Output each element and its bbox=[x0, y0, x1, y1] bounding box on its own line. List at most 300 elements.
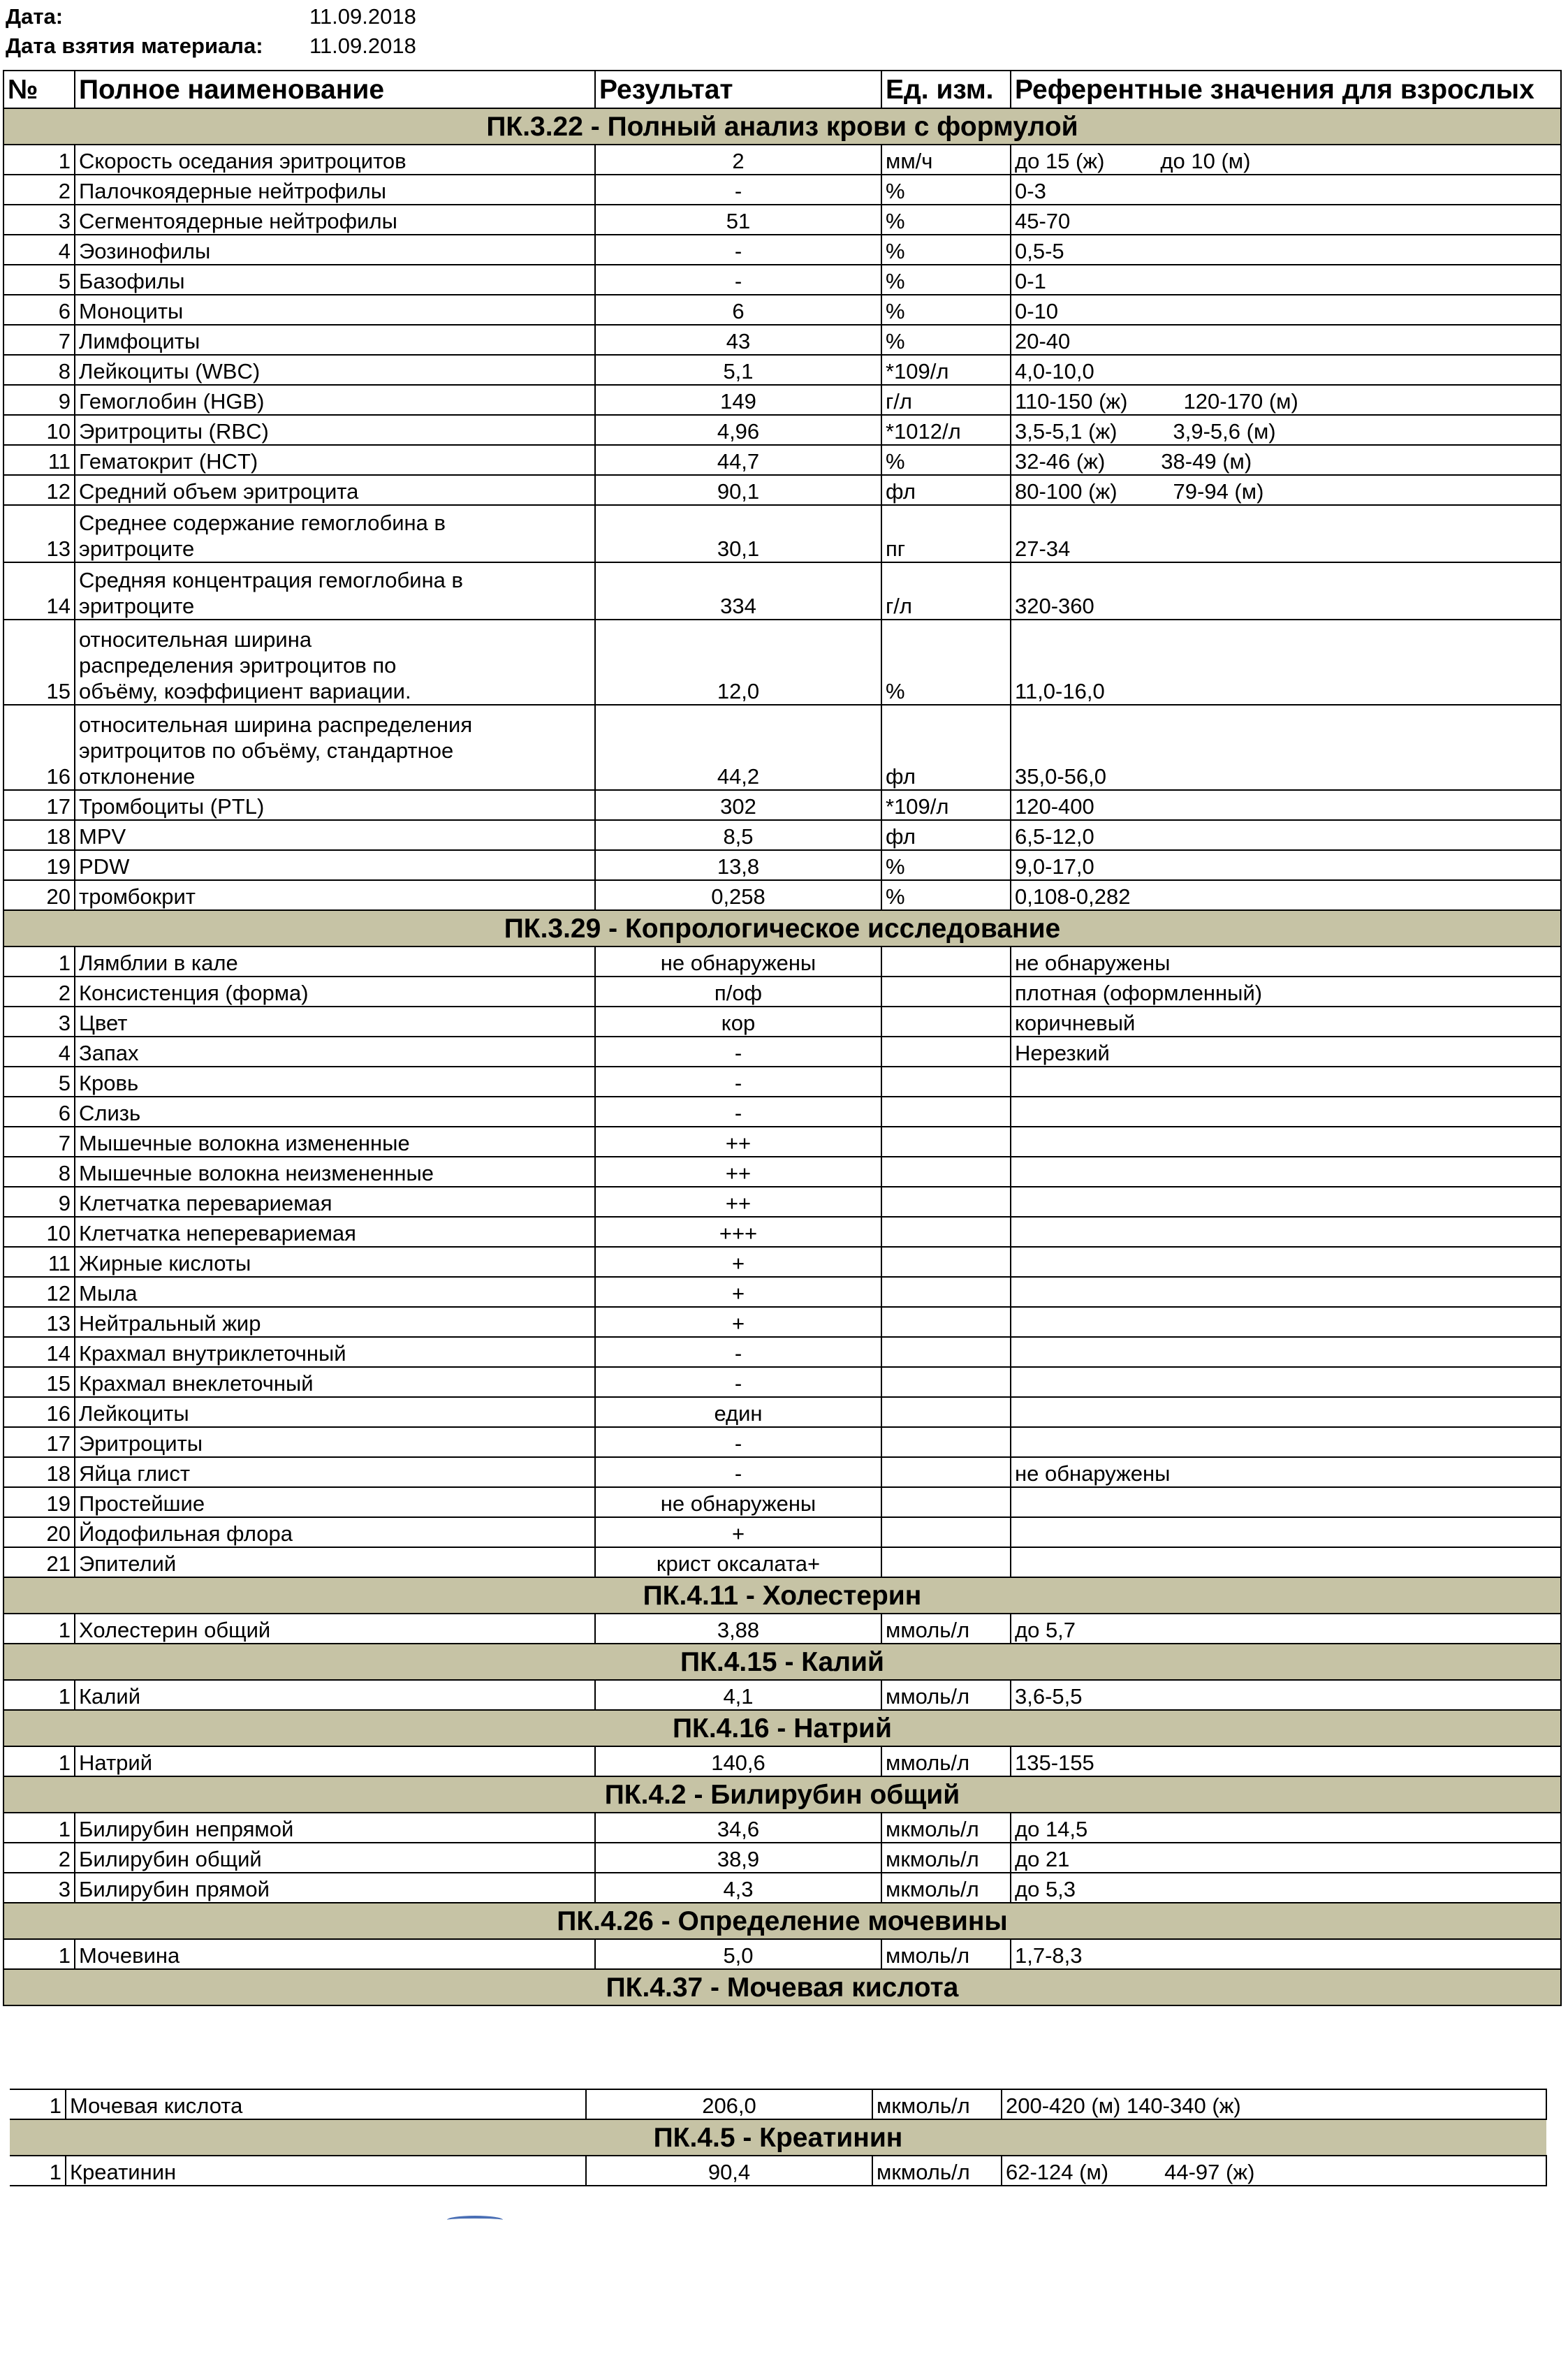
reference-range bbox=[1011, 1487, 1561, 1517]
reference-range bbox=[1002, 2156, 1546, 2186]
test-result: 44,7 bbox=[595, 445, 881, 475]
row-number: 12 bbox=[3, 1277, 75, 1307]
section-title: ПК.4.37 - Мочевая кислота bbox=[3, 1969, 1561, 2005]
reference-range bbox=[1011, 205, 1561, 235]
table-row bbox=[3, 415, 1561, 445]
reference-range bbox=[1011, 1367, 1561, 1397]
reference-range bbox=[1011, 1307, 1561, 1337]
section-title: ПК.4.16 - Натрий bbox=[3, 1710, 1561, 1746]
test-unit: ммоль/л bbox=[881, 1746, 1011, 1776]
test-name bbox=[75, 1337, 595, 1367]
section-header bbox=[3, 1644, 1561, 1680]
reference-value: не обнаружены bbox=[1015, 951, 1171, 975]
reference-range bbox=[1011, 562, 1561, 620]
test-name bbox=[75, 1517, 595, 1547]
pen-mark bbox=[447, 2216, 503, 2224]
test-unit bbox=[881, 1007, 1011, 1037]
reference-range bbox=[1011, 1457, 1561, 1487]
reference-value: 0,5-5 bbox=[1015, 239, 1064, 263]
reference-range bbox=[1011, 946, 1561, 977]
row-number: 9 bbox=[3, 1187, 75, 1217]
test-result: 13,8 bbox=[595, 850, 881, 880]
row-number: 17 bbox=[3, 790, 75, 820]
section-title: ПК.3.22 - Полный анализ крови с формулой bbox=[3, 108, 1561, 145]
test-name bbox=[75, 1067, 595, 1097]
test-name bbox=[75, 505, 595, 562]
test-result: 140,6 bbox=[595, 1746, 881, 1776]
row-number: 2 bbox=[3, 977, 75, 1007]
test-result: +++ bbox=[595, 1217, 881, 1247]
section-header bbox=[3, 1577, 1561, 1614]
reference-value: 45-70 bbox=[1015, 209, 1071, 233]
section-title: ПК.3.29 - Копрологическое исследование bbox=[3, 910, 1561, 946]
reference-range bbox=[1011, 1217, 1561, 1247]
row-number: 15 bbox=[3, 1367, 75, 1397]
reference-range bbox=[1011, 1187, 1561, 1217]
test-name-text: Мыла bbox=[79, 1281, 138, 1306]
reference-range bbox=[1011, 1037, 1561, 1067]
reference-range bbox=[1011, 325, 1561, 355]
reference-range bbox=[1011, 1680, 1561, 1710]
reference-range bbox=[1011, 1007, 1561, 1037]
test-name bbox=[75, 1127, 595, 1157]
table-row bbox=[3, 790, 1561, 820]
row-number: 10 bbox=[3, 415, 75, 445]
reference-value: до 21 bbox=[1015, 1847, 1070, 1871]
test-result: 43 bbox=[595, 325, 881, 355]
test-unit: % bbox=[881, 295, 1011, 325]
test-result: ++ bbox=[595, 1127, 881, 1157]
test-unit: *109/л bbox=[881, 355, 1011, 385]
test-name-text: Лейкоциты (WBC) bbox=[79, 359, 261, 383]
table-row bbox=[3, 1217, 1561, 1247]
table-row bbox=[10, 2156, 1546, 2186]
section-title: ПК.4.5 - Креатинин bbox=[10, 2119, 1546, 2156]
reference-value: 120-400 bbox=[1015, 794, 1094, 819]
row-number: 1 bbox=[3, 1614, 75, 1644]
row-number: 7 bbox=[3, 325, 75, 355]
reference-value: 135-155 bbox=[1015, 1750, 1094, 1775]
test-unit: % bbox=[881, 325, 1011, 355]
table-row bbox=[3, 1337, 1561, 1367]
row-number: 18 bbox=[3, 820, 75, 850]
row-number: 12 bbox=[3, 475, 75, 505]
test-name bbox=[75, 475, 595, 505]
test-unit: % bbox=[881, 880, 1011, 910]
table-row bbox=[3, 355, 1561, 385]
reference-range bbox=[1011, 1813, 1561, 1843]
test-name-text: Средняя концентрация гемоглобина в эритроците bbox=[79, 568, 464, 618]
table-row bbox=[3, 1680, 1561, 1710]
table-row bbox=[3, 445, 1561, 475]
table-row bbox=[3, 205, 1561, 235]
test-name-text: Эритроциты bbox=[79, 1431, 203, 1456]
test-result: 0,258 bbox=[595, 880, 881, 910]
test-name bbox=[75, 1939, 595, 1969]
test-unit: % bbox=[881, 265, 1011, 295]
table-row bbox=[3, 1067, 1561, 1097]
row-number: 20 bbox=[3, 1517, 75, 1547]
test-unit bbox=[881, 1397, 1011, 1427]
test-name-text: Эритроциты (RBC) bbox=[79, 419, 269, 444]
reference-value-secondary: 79-94 (м) bbox=[1173, 479, 1264, 504]
row-number: 1 bbox=[10, 2156, 66, 2186]
col-name-header: Полное наименование bbox=[75, 71, 595, 108]
test-result: - bbox=[595, 1067, 881, 1097]
test-unit bbox=[881, 1457, 1011, 1487]
reference-value: 1,7-8,3 bbox=[1015, 1943, 1083, 1968]
test-result: + bbox=[595, 1247, 881, 1277]
reference-value: 3,5-5,1 (ж) bbox=[1015, 419, 1118, 444]
reference-value: коричневый bbox=[1015, 1011, 1136, 1035]
test-unit: фл bbox=[881, 475, 1011, 505]
test-name bbox=[75, 1277, 595, 1307]
test-result: 334 bbox=[595, 562, 881, 620]
row-number: 3 bbox=[3, 205, 75, 235]
test-name bbox=[75, 1367, 595, 1397]
test-result: + bbox=[595, 1517, 881, 1547]
reference-value: 6,5-12,0 bbox=[1015, 824, 1094, 849]
reference-range bbox=[1011, 145, 1561, 175]
test-name bbox=[75, 880, 595, 910]
test-name bbox=[75, 620, 595, 705]
test-unit bbox=[881, 946, 1011, 977]
table-row bbox=[3, 235, 1561, 265]
test-result: 149 bbox=[595, 385, 881, 415]
row-number: 1 bbox=[3, 1939, 75, 1969]
table-row bbox=[3, 1037, 1561, 1067]
row-number: 1 bbox=[3, 1813, 75, 1843]
row-number: 14 bbox=[3, 1337, 75, 1367]
row-number: 5 bbox=[3, 265, 75, 295]
test-result: 30,1 bbox=[595, 505, 881, 562]
reference-range bbox=[1011, 1277, 1561, 1307]
reference-value: Нерезкий bbox=[1015, 1041, 1110, 1065]
table-row bbox=[3, 1367, 1561, 1397]
reference-value: 80-100 (ж) bbox=[1015, 479, 1118, 504]
row-number: 1 bbox=[3, 145, 75, 175]
reference-range bbox=[1011, 235, 1561, 265]
test-name bbox=[75, 1487, 595, 1517]
row-number: 4 bbox=[3, 1037, 75, 1067]
test-name-text: Калий bbox=[79, 1684, 141, 1709]
test-unit bbox=[881, 1517, 1011, 1547]
reference-range bbox=[1011, 1843, 1561, 1873]
test-name-text: тромбокрит bbox=[79, 884, 196, 909]
test-name bbox=[75, 562, 595, 620]
test-result: - bbox=[595, 1037, 881, 1067]
row-number: 10 bbox=[3, 1217, 75, 1247]
reference-value: 3,6-5,5 bbox=[1015, 1684, 1083, 1709]
test-result: 4,96 bbox=[595, 415, 881, 445]
reference-range bbox=[1011, 265, 1561, 295]
test-result: ++ bbox=[595, 1187, 881, 1217]
test-result: 34,6 bbox=[595, 1813, 881, 1843]
reference-range bbox=[1011, 790, 1561, 820]
row-number: 1 bbox=[10, 2089, 66, 2119]
table-row bbox=[3, 1517, 1561, 1547]
test-result: - bbox=[595, 175, 881, 205]
table-row bbox=[3, 1187, 1561, 1217]
test-result: един bbox=[595, 1397, 881, 1427]
test-result: 6 bbox=[595, 295, 881, 325]
test-result: 44,2 bbox=[595, 705, 881, 790]
test-name bbox=[75, 145, 595, 175]
section-header bbox=[3, 1776, 1561, 1813]
row-number: 8 bbox=[3, 355, 75, 385]
test-name bbox=[75, 175, 595, 205]
table-row bbox=[3, 325, 1561, 355]
reference-value: 62-124 (м) bbox=[1006, 2160, 1109, 2184]
reference-value: до 5,3 bbox=[1015, 1877, 1076, 1901]
test-result: 3,88 bbox=[595, 1614, 881, 1644]
table-row bbox=[3, 1157, 1561, 1187]
test-result: не обнаружены bbox=[595, 946, 881, 977]
table-row bbox=[3, 620, 1561, 705]
reference-value: 200-420 (м) 140-340 (ж) bbox=[1006, 2093, 1241, 2118]
table-row bbox=[3, 977, 1561, 1007]
row-number: 17 bbox=[3, 1427, 75, 1457]
test-name-text: Запах bbox=[79, 1041, 139, 1065]
table-row bbox=[3, 1397, 1561, 1427]
section-header bbox=[10, 2119, 1546, 2156]
table-row bbox=[3, 1247, 1561, 1277]
reference-value: 0-3 bbox=[1015, 179, 1046, 203]
test-name-text: Билирубин непрямой bbox=[79, 1817, 294, 1841]
test-name-text: Гемоглобин (HGB) bbox=[79, 389, 265, 414]
sample-date-label: Дата взятия материала: bbox=[6, 34, 263, 58]
test-unit: мм/ч bbox=[881, 145, 1011, 175]
reference-range bbox=[1011, 355, 1561, 385]
test-unit: % bbox=[881, 620, 1011, 705]
reference-range bbox=[1002, 2089, 1546, 2119]
reference-range bbox=[1011, 1873, 1561, 1903]
test-name-text: Билирубин общий bbox=[79, 1847, 262, 1871]
test-name-text: Мышечные волокна неизмененные bbox=[79, 1161, 434, 1185]
reference-range bbox=[1011, 1746, 1561, 1776]
test-name-text: относительная ширина распределения эритроцитов по объёму, коэффициент вариации. bbox=[79, 627, 411, 703]
test-name bbox=[75, 1157, 595, 1187]
row-number: 16 bbox=[3, 705, 75, 790]
test-result: + bbox=[595, 1277, 881, 1307]
test-result: 51 bbox=[595, 205, 881, 235]
test-name-text: Мышечные волокна измененные bbox=[79, 1131, 410, 1155]
reference-value: 32-46 (ж) bbox=[1015, 449, 1106, 474]
section-header bbox=[3, 1903, 1561, 1939]
col-result-header: Результат bbox=[595, 71, 881, 108]
test-name-text: Кровь bbox=[79, 1071, 139, 1095]
test-unit: г/л bbox=[881, 562, 1011, 620]
test-name bbox=[75, 1547, 595, 1577]
test-name bbox=[66, 2089, 586, 2119]
reference-value: 0,108-0,282 bbox=[1015, 884, 1131, 909]
reference-range bbox=[1011, 475, 1561, 505]
test-name bbox=[75, 1397, 595, 1427]
reference-value: до 14,5 bbox=[1015, 1817, 1088, 1841]
test-name-text: Эпителий bbox=[79, 1551, 177, 1576]
row-number: 18 bbox=[3, 1457, 75, 1487]
test-name bbox=[75, 1307, 595, 1337]
table-row bbox=[3, 1487, 1561, 1517]
test-name bbox=[75, 235, 595, 265]
test-unit bbox=[881, 1217, 1011, 1247]
date-label: Дата: bbox=[6, 4, 64, 29]
section-title: ПК.4.11 - Холестерин bbox=[3, 1577, 1561, 1614]
table-row bbox=[3, 1307, 1561, 1337]
test-unit bbox=[881, 1037, 1011, 1067]
test-unit bbox=[881, 1247, 1011, 1277]
test-name bbox=[75, 265, 595, 295]
test-result: 2 bbox=[595, 145, 881, 175]
test-unit bbox=[881, 1187, 1011, 1217]
table-row bbox=[3, 1547, 1561, 1577]
table-row bbox=[3, 1873, 1561, 1903]
row-number: 2 bbox=[3, 1843, 75, 1873]
test-unit: г/л bbox=[881, 385, 1011, 415]
test-name-text: Мочевина bbox=[79, 1943, 180, 1968]
table-row bbox=[3, 820, 1561, 850]
table-row bbox=[3, 850, 1561, 880]
table-row bbox=[3, 1813, 1561, 1843]
test-name-text: Базофилы bbox=[79, 269, 185, 293]
test-name bbox=[75, 1007, 595, 1037]
col-number-header: № bbox=[3, 71, 75, 108]
row-number: 1 bbox=[3, 1746, 75, 1776]
test-result: 90,4 bbox=[586, 2156, 872, 2186]
reference-value: 27-34 bbox=[1015, 536, 1071, 561]
test-name-text: относительная ширина распределения эритроцитов по объёму, стандартное отклонение bbox=[79, 712, 473, 789]
test-unit bbox=[881, 1067, 1011, 1097]
reference-value-secondary: 38-49 (м) bbox=[1161, 449, 1252, 474]
test-name bbox=[75, 385, 595, 415]
test-unit: ммоль/л bbox=[881, 1680, 1011, 1710]
reference-range bbox=[1011, 705, 1561, 790]
reference-range bbox=[1011, 1547, 1561, 1577]
test-unit: мкмоль/л bbox=[881, 1813, 1011, 1843]
test-unit: мкмоль/л bbox=[881, 1873, 1011, 1903]
test-unit bbox=[881, 1097, 1011, 1127]
table-row bbox=[3, 1277, 1561, 1307]
results-table bbox=[3, 70, 1562, 2006]
table-row bbox=[3, 1746, 1561, 1776]
test-name bbox=[75, 850, 595, 880]
row-number: 4 bbox=[3, 235, 75, 265]
test-unit: % bbox=[881, 205, 1011, 235]
test-unit bbox=[881, 1127, 1011, 1157]
reference-range bbox=[1011, 1614, 1561, 1644]
reference-value: 35,0-56,0 bbox=[1015, 764, 1106, 789]
test-name-text: Палочкоядерные нейтрофилы bbox=[79, 179, 386, 203]
reference-value-secondary: 3,9-5,6 (м) bbox=[1173, 419, 1276, 444]
test-name bbox=[75, 820, 595, 850]
row-number: 1 bbox=[3, 946, 75, 977]
test-name-text: Сегментоядерные нейтрофилы bbox=[79, 209, 397, 233]
test-name-text: Моноциты bbox=[79, 299, 184, 323]
test-name bbox=[75, 1217, 595, 1247]
test-result: кор bbox=[595, 1007, 881, 1037]
test-unit bbox=[881, 1547, 1011, 1577]
row-number: 14 bbox=[3, 562, 75, 620]
table-row bbox=[3, 1097, 1561, 1127]
test-name bbox=[75, 1746, 595, 1776]
row-number: 2 bbox=[3, 175, 75, 205]
test-name-text: Холестерин общий bbox=[79, 1618, 271, 1642]
reference-value-secondary: до 10 (м) bbox=[1160, 149, 1251, 173]
table-row bbox=[3, 562, 1561, 620]
test-name-text: Крахмал внутриклеточный bbox=[79, 1341, 346, 1366]
test-name bbox=[66, 2156, 586, 2186]
test-name-text: Тромбоциты (PTL) bbox=[79, 794, 265, 819]
test-name bbox=[75, 1680, 595, 1710]
test-name bbox=[75, 946, 595, 977]
reference-value: 11,0-16,0 bbox=[1015, 679, 1105, 703]
reference-range bbox=[1011, 1939, 1561, 1969]
reference-range bbox=[1011, 385, 1561, 415]
test-unit bbox=[881, 1427, 1011, 1457]
test-unit bbox=[881, 1367, 1011, 1397]
test-name-text: Креатинин bbox=[70, 2160, 177, 2184]
row-number: 15 bbox=[3, 620, 75, 705]
test-name-text: MPV bbox=[79, 824, 126, 849]
test-result: - bbox=[595, 1367, 881, 1397]
reference-value: 110-150 (ж) bbox=[1015, 389, 1128, 414]
table-row bbox=[3, 1127, 1561, 1157]
table-row bbox=[3, 880, 1561, 910]
test-name bbox=[75, 1427, 595, 1457]
test-name-text: Билирубин прямой bbox=[79, 1877, 270, 1901]
reference-value: 9,0-17,0 bbox=[1015, 854, 1094, 879]
test-name bbox=[75, 1457, 595, 1487]
test-name bbox=[75, 1187, 595, 1217]
test-unit: пг bbox=[881, 505, 1011, 562]
test-unit: мкмоль/л bbox=[872, 2156, 1002, 2186]
test-unit: *109/л bbox=[881, 790, 1011, 820]
col-reference-header: Референтные значения для взрослых bbox=[1011, 71, 1561, 108]
table-row bbox=[3, 1939, 1561, 1969]
test-unit bbox=[881, 1487, 1011, 1517]
reference-range bbox=[1011, 295, 1561, 325]
test-name-text: Средний объем эритроцита bbox=[79, 479, 359, 504]
test-name-text: Лямблии в кале bbox=[79, 951, 238, 975]
test-name bbox=[75, 1097, 595, 1127]
test-name-text: Среднее содержание гемоглобина в эритроците bbox=[79, 511, 446, 561]
table-row bbox=[3, 1843, 1561, 1873]
test-unit bbox=[881, 1157, 1011, 1187]
section-header bbox=[3, 108, 1561, 145]
table-row bbox=[10, 2089, 1546, 2119]
row-number: 6 bbox=[3, 1097, 75, 1127]
test-name-text: Йодофильная флора bbox=[79, 1521, 293, 1546]
test-unit: мкмоль/л bbox=[881, 1843, 1011, 1873]
row-number: 7 bbox=[3, 1127, 75, 1157]
test-name bbox=[75, 415, 595, 445]
reference-range bbox=[1011, 1127, 1561, 1157]
row-number: 21 bbox=[3, 1547, 75, 1577]
section-header bbox=[3, 1969, 1561, 2005]
reference-value: 0-10 bbox=[1015, 299, 1059, 323]
row-number: 11 bbox=[3, 445, 75, 475]
section-title: ПК.4.15 - Калий bbox=[3, 1644, 1561, 1680]
reference-value-secondary: 44-97 (ж) bbox=[1164, 2160, 1255, 2184]
test-name bbox=[75, 977, 595, 1007]
row-number: 16 bbox=[3, 1397, 75, 1427]
reference-value: до 15 (ж) bbox=[1015, 149, 1105, 173]
table-row bbox=[3, 505, 1561, 562]
sample-date-value: 11.09.2018 bbox=[309, 34, 416, 58]
date-value: 11.09.2018 bbox=[309, 4, 416, 29]
reference-value: 4,0-10,0 bbox=[1015, 359, 1094, 383]
test-result: - bbox=[595, 1457, 881, 1487]
